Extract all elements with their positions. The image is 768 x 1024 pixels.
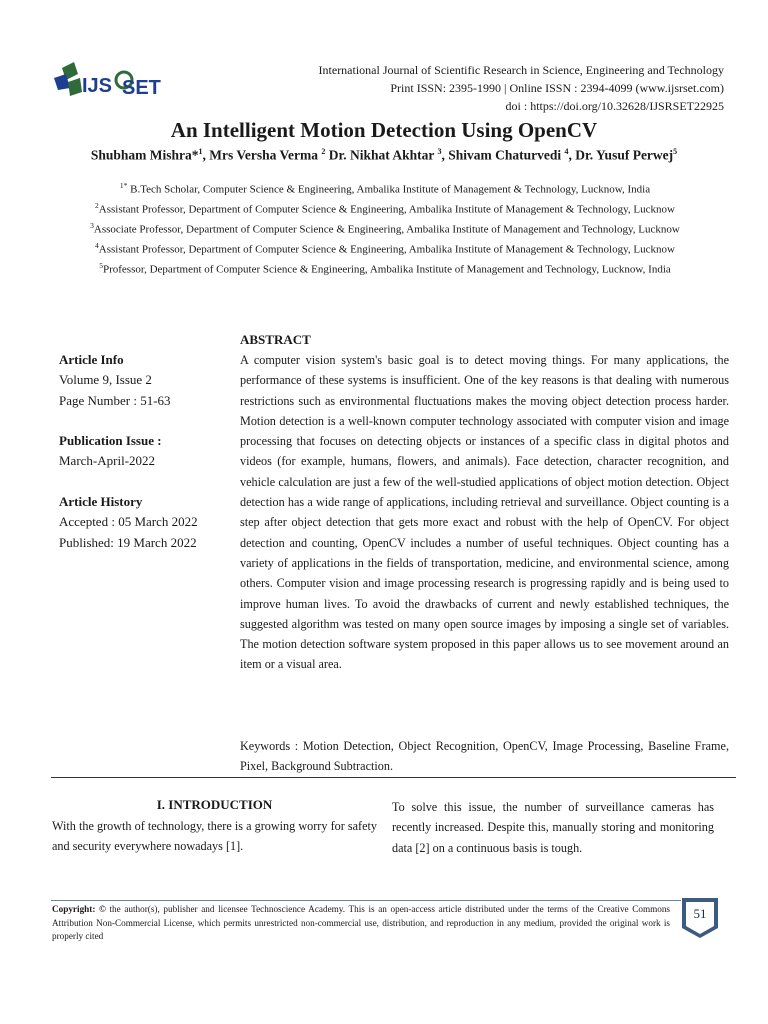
author-sup: 1	[198, 147, 203, 156]
ijsrset-logo-icon	[52, 60, 177, 102]
affiliation-text: Professor, Department of Computer Science & Engineering, Ambalika Institute of Management and Technology, Lucknow, India	[102, 263, 671, 276]
affiliation	[60, 178, 710, 198]
section-divider	[51, 777, 736, 778]
article-pages: Page Number : 51-63	[59, 392, 171, 408]
publication-issue-heading: Publication Issue :	[59, 433, 162, 449]
author: Shubham Mishra*	[90, 147, 199, 163]
keywords: Keywords : Motion Detection, Object Recognition, OpenCV, Image Processing, Baseline Frame, Pixel, Background Subtraction.	[240, 739, 729, 774]
affiliations	[60, 178, 710, 278]
affiliation-text: B.Tech Scholar, Computer Science & Engineering, Ambalika Institute of Management & Technology, Lucknow, India	[127, 183, 651, 196]
journal-name: International Journal of Scientific Research in Science, Engineering and Technology	[318, 63, 724, 77]
author-sup: 4	[564, 147, 569, 156]
affiliation-sup: 4	[95, 241, 99, 251]
affiliation	[60, 258, 710, 278]
copyright-text: the author(s), publisher and licensee Technoscience Academy. This is an open-access article distributed under the terms of the Creative Commons Attribution Non-Commercial License, which permits unrestricted non-commercial use, distribution, and reproduction in any medium, provided the original work is properly cited	[52, 904, 671, 941]
abstract-heading: ABSTRACT	[240, 332, 311, 347]
journal-header	[250, 61, 724, 115]
affiliation	[60, 198, 710, 218]
published-date: Published: 19 March 2022	[59, 534, 197, 550]
paper-title: An Intelligent Motion Detection Using OpenCV	[170, 118, 598, 142]
footer-divider	[51, 900, 681, 901]
introduction-heading: I. INTRODUCTION	[156, 797, 273, 812]
affiliation-sup: 5	[99, 261, 103, 271]
journal-logo	[52, 60, 177, 102]
author: Mrs Versha Verma	[209, 147, 322, 163]
journal-issn: Print ISSN: 2395-1990 | Online ISSN : 2394-4099 (www.ijsrset.com)	[390, 81, 724, 95]
introduction-text-right: To solve this issue, the number of surveillance cameras has recently increased. Despite this, manually storing and monitoring data [2] on a continuous basis is tough.	[392, 800, 714, 855]
publication-issue: March-April-2022	[59, 453, 156, 469]
affiliation-sup: 2	[95, 201, 99, 211]
article-volume: Volume 9, Issue 2	[59, 372, 152, 388]
author-list	[0, 147, 768, 164]
author-sup: 5	[673, 147, 678, 156]
author: Dr. Nikhat Akhtar	[328, 147, 438, 163]
affiliation	[60, 218, 710, 238]
author: Shivam Chaturvedi	[448, 147, 565, 163]
article-info-heading: Article Info	[59, 352, 124, 367]
author-sup: 3	[437, 147, 442, 156]
affiliation	[60, 238, 710, 258]
article-info	[59, 350, 229, 553]
copyright-label: Copyright: ©	[52, 904, 106, 914]
page-number: 51	[693, 906, 707, 921]
article-history-heading: Article History	[59, 494, 143, 510]
abstract-text: A computer vision system's basic goal is to detect moving things. For many applications, the performance of these systems is insufficient. One of the key reasons is that dealing with numerous restrictions such as environmental fluctuations makes the moving object detection process harder. Motion detection is a well-known computer technology associated with computer vision and image processing that focuses on detecting objects or instances of a specific class in digital photos and videos (for example, humans, flowers, and animals). Face detection, character recognition, and vehicle calculation are just a few of the well-studied applications of object motion detection. Object detection has a wide range of applications, including retrieval and surveillance. Object counting is a step after object detection that gets more exact and robust with the help of OpenCV. For object detection and counting, OpenCV includes a number of useful techniques. Object counting has a variety of applications in the fields of transportation, medicine, and environmental science, among others. Computer vision and image processing research is progressing rapidly and is being used to improve human lives. To avoid the drawbacks of current and newly established techniques, the suggested algorithm was tested on many open source images by imposing a single set of variables. The motion detection software system proposed in this paper allows us to see movement around an item or a visual area.	[240, 353, 729, 672]
copyright-notice	[52, 903, 670, 944]
journal-doi[interactable]: doi : https://doi.org/10.32628/IJSRSET22925	[505, 99, 724, 113]
affiliation-text: Associate Professor, Department of Computer Science & Engineering, Ambalika Institute of Management and Technology, Lucknow	[93, 223, 680, 236]
author-sup: 2	[321, 147, 326, 156]
affiliation-sup: 1*	[119, 181, 128, 190]
introduction-text-left: With the growth of technology, there is a growing worry for safety and security everywhere nowadays [1].	[52, 819, 377, 854]
affiliation-text: Assistant Professor, Department of Computer Science & Engineering, Ambalika Institute of Management & Technology, Lucknow	[98, 243, 675, 256]
author-sep: ,	[568, 147, 576, 163]
logo-text-2: SET	[122, 77, 161, 99]
accepted-date: Accepted : 05 March 2022	[59, 514, 198, 530]
author: Dr. Yusuf Perwej	[575, 147, 674, 163]
author-sep: ,	[441, 147, 449, 163]
author-sep: ,	[202, 147, 210, 163]
affiliation-sup: 3	[90, 221, 94, 231]
logo-text: IJS	[82, 75, 113, 97]
affiliation-text: Assistant Professor, Department of Computer Science & Engineering, Ambalika Institute of Management & Technology, Lucknow	[98, 203, 675, 216]
